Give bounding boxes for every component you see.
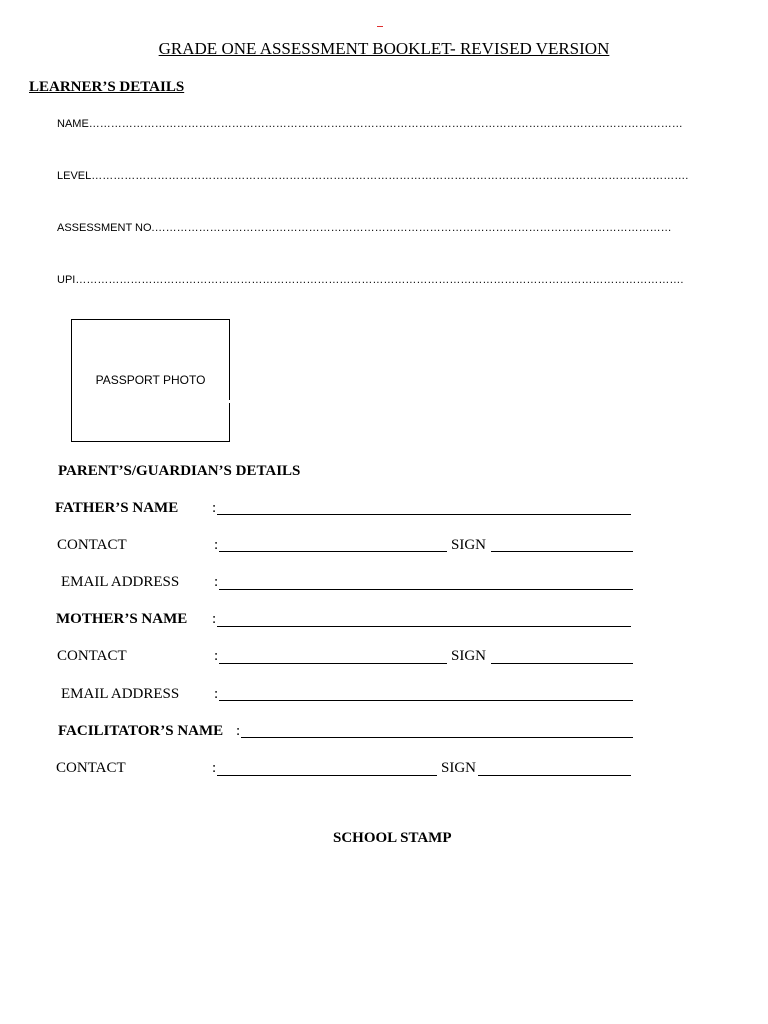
father-name-input-line[interactable] (217, 514, 631, 515)
page-title: GRADE ONE ASSESSMENT BOOKLET- REVISED VERSION (158, 39, 610, 58)
passport-photo-box (71, 319, 230, 442)
facilitator-name-colon: : (236, 723, 241, 739)
father-sign-label: SIGN (451, 537, 487, 553)
passport-photo-label: PASSPORT PHOTO (95, 373, 206, 387)
facilitator-contact-input-line[interactable] (217, 775, 437, 776)
father-contact-input-line[interactable] (219, 551, 447, 552)
mother-name-label: MOTHER’S NAME (56, 611, 188, 627)
red-mark (377, 26, 383, 27)
mother-contact-label: CONTACT (57, 648, 127, 664)
mother-contact-colon: : (214, 648, 219, 664)
father-sign-input-line[interactable] (491, 551, 633, 552)
facilitator-name-input-line[interactable] (241, 737, 633, 738)
mother-contact-input-line[interactable] (219, 663, 447, 664)
father-email-input-line[interactable] (219, 589, 633, 590)
assessment-no-field[interactable]: ASSESSMENT NO.…………………………………………………………………………………………………………………………… (57, 222, 672, 234)
mother-email-colon: : (214, 686, 219, 702)
learner-details-heading: LEARNER’S DETAILS (29, 79, 185, 95)
father-contact-label: CONTACT (57, 537, 127, 553)
school-stamp-label: SCHOOL STAMP (333, 830, 452, 846)
father-name-colon: : (212, 500, 217, 516)
facilitator-name-label: FACILITATOR’S NAME (58, 723, 224, 739)
mother-email-label: EMAIL ADDRESS (61, 686, 180, 702)
father-contact-colon: : (214, 537, 219, 553)
mother-sign-input-line[interactable] (491, 663, 633, 664)
upi-field[interactable]: UPI…………………………………………………………………………………………………………………………………………………. (57, 274, 684, 286)
facilitator-sign-input-line[interactable] (478, 775, 631, 776)
father-email-colon: : (214, 574, 219, 590)
level-field[interactable]: LEVEL………………………………………………………………………………………………………………………………………………. (57, 170, 689, 182)
facilitator-contact-colon: : (212, 760, 217, 776)
photo-border-gap (228, 400, 231, 403)
father-name-label: FATHER’S NAME (55, 500, 179, 516)
mother-name-colon: : (212, 611, 217, 627)
father-email-label: EMAIL ADDRESS (61, 574, 180, 590)
mother-sign-label: SIGN (451, 648, 487, 664)
mother-name-input-line[interactable] (217, 626, 631, 627)
facilitator-contact-label: CONTACT (56, 760, 126, 776)
parents-details-heading: PARENT’S/GUARDIAN’S DETAILS (58, 463, 301, 479)
facilitator-sign-label: SIGN (441, 760, 477, 776)
name-field[interactable]: NAME……………………………………………………………………………………………………………………………………………… (57, 118, 683, 130)
mother-email-input-line[interactable] (219, 700, 633, 701)
